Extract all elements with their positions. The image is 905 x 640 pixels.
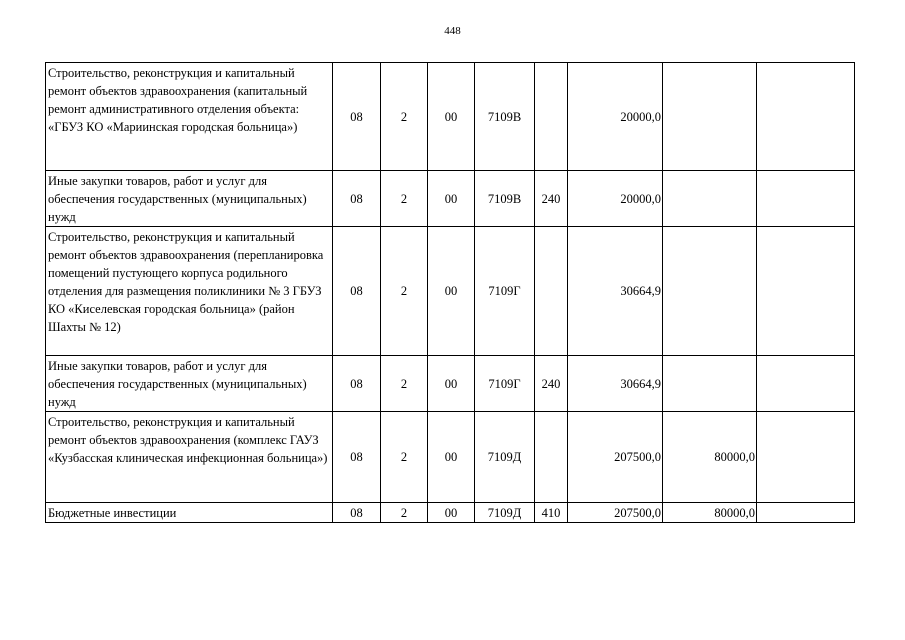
row-description: Иные закупки товаров, работ и услуг для обеспечения государственных (муниципальных) нужд: [46, 356, 333, 412]
subsection-code: 2: [381, 356, 428, 412]
amount-3: [757, 356, 855, 412]
target-code: 7109Д: [475, 412, 535, 503]
subsection-code: 2: [381, 412, 428, 503]
program-code: 00: [428, 227, 475, 356]
amount-3: [757, 171, 855, 227]
table-row: [46, 356, 855, 412]
row-description: Строительство, реконструкция и капитальный ремонт объектов здравоохранения (перепланировка помещений пустующего корпуса родильного отделения для размещения поликлиники № 3 ГБУЗ КО «Киселевская городская больница» (район Шахты № 12): [46, 227, 333, 356]
expense-type-code: [535, 227, 568, 356]
section-code: 08: [333, 171, 381, 227]
amount-3: [757, 227, 855, 356]
row-description: Строительство, реконструкция и капитальный ремонт объектов здравоохранения (капитальный ремонт административного отделения объекта: «ГБУЗ КО «Мариинская городская больница»): [46, 63, 333, 171]
amount-3: [757, 63, 855, 171]
expense-type-code: [535, 63, 568, 171]
amount-1: 20000,0: [568, 171, 663, 227]
expense-type-code: 240: [535, 171, 568, 227]
section-code: 08: [333, 412, 381, 503]
table-row: [46, 63, 855, 171]
program-code: 00: [428, 171, 475, 227]
table-row: [46, 503, 855, 523]
amount-3: [757, 412, 855, 503]
subsection-code: 2: [381, 63, 428, 171]
amount-2: 80000,0: [663, 503, 757, 523]
amount-3: [757, 503, 855, 523]
amount-2: [663, 227, 757, 356]
section-code: 08: [333, 356, 381, 412]
table-row: [46, 171, 855, 227]
page-number: 448: [444, 25, 461, 37]
amount-1: 30664,9: [568, 227, 663, 356]
amount-2: [663, 63, 757, 171]
amount-2: [663, 356, 757, 412]
amount-1: 207500,0: [568, 412, 663, 503]
expense-type-code: 240: [535, 356, 568, 412]
target-code: 7109Г: [475, 227, 535, 356]
table-row: [46, 227, 855, 356]
expense-type-code: 410: [535, 503, 568, 523]
amount-1: 30664,9: [568, 356, 663, 412]
target-code: 7109В: [475, 63, 535, 171]
program-code: 00: [428, 356, 475, 412]
subsection-code: 2: [381, 227, 428, 356]
subsection-code: 2: [381, 503, 428, 523]
table-row: [46, 412, 855, 503]
amount-2: [663, 171, 757, 227]
program-code: 00: [428, 63, 475, 171]
budget-table: [45, 62, 855, 523]
amount-1: 20000,0: [568, 63, 663, 171]
program-code: 00: [428, 412, 475, 503]
section-code: 08: [333, 503, 381, 523]
amount-2: 80000,0: [663, 412, 757, 503]
target-code: 7109Д: [475, 503, 535, 523]
section-code: 08: [333, 63, 381, 171]
expense-type-code: [535, 412, 568, 503]
section-code: 08: [333, 227, 381, 356]
row-description: Иные закупки товаров, работ и услуг для обеспечения государственных (муниципальных) нужд: [46, 171, 333, 227]
amount-1: 207500,0: [568, 503, 663, 523]
row-description: Бюджетные инвестиции: [46, 503, 333, 523]
subsection-code: 2: [381, 171, 428, 227]
program-code: 00: [428, 503, 475, 523]
target-code: 7109Г: [475, 356, 535, 412]
row-description: Строительство, реконструкция и капитальный ремонт объектов здравоохранения (комплекс ГАУЗ «Кузбасская клиническая инфекционная больница»): [46, 412, 333, 503]
target-code: 7109В: [475, 171, 535, 227]
